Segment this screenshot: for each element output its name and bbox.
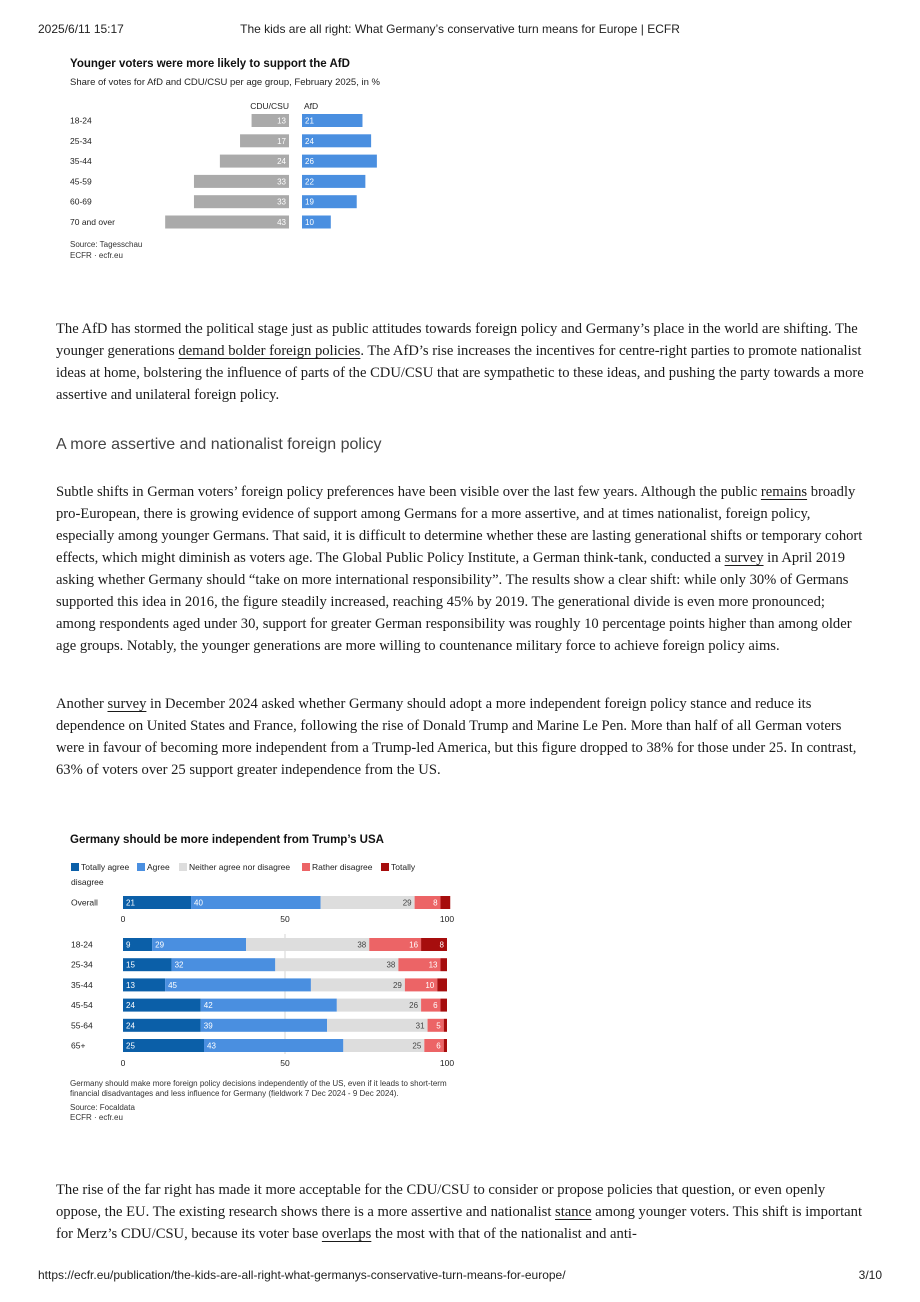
chart2-segment-value: 8	[439, 940, 444, 950]
chart2-bar-segment	[441, 896, 451, 909]
chart2-legend-swatch	[179, 863, 187, 871]
chart2-segment-value: 10	[425, 980, 435, 990]
chart2-bar-segment	[246, 938, 369, 951]
chart1-category-label: 25-34	[70, 135, 92, 146]
chart2-category-label: Overall	[71, 897, 98, 908]
chart2-segment-value: 38	[357, 940, 367, 950]
chart2-bar-segment	[165, 978, 311, 991]
chart1-value-cdu: 33	[277, 177, 286, 187]
chart2-legend-label: Rather disagree	[312, 862, 373, 872]
chart2-segment-value: 42	[203, 1001, 213, 1011]
print-page-title: The kids are all right: What Germany’s conservative turn means for Europe | ECFR	[240, 22, 680, 36]
chart2-segment-value: 29	[402, 898, 412, 908]
p4-text-b: among younger voters. This shift is important for Merz’s CDU/CSU, because its voter base	[56, 1204, 862, 1242]
chart2-category-label: 55-64	[71, 1020, 93, 1031]
chart2-segment-value: 9	[126, 940, 131, 950]
chart2-bar-segment	[424, 1039, 443, 1052]
chart2-segment-value: 45	[168, 980, 178, 990]
chart2-segment-value: 39	[203, 1021, 213, 1031]
chart2-category-label: 25-34	[71, 959, 93, 970]
chart2-tick-label: 0	[120, 914, 126, 924]
p4-text-a: The rise of the far right has made it more acceptable for the CDU/CSU to consider or propose policies that question, or even openly oppose, the EU. The existing research shows there is a more assertive and nationalist	[56, 1182, 826, 1220]
chart1-value-afd: 10	[305, 218, 314, 227]
p3-text-b: in December 2024 asked whether Germany should adopt a more independent foreign policy stance and reduce its dependence on United States and France, following the rise of Donald Trump and Marine Le Pen. More than half of all German voters were in favour of becoming more independent from a Trump-led America, but this figure dropped to 38% for those under 25. In contrast, 63% of voters over 25 support greater independence from the US.	[56, 696, 857, 778]
chart1-category-label: 60-69	[70, 196, 92, 207]
chart1-category-label: 18-24	[70, 115, 92, 126]
chart2-bar-segment	[441, 958, 447, 971]
chart2-note-line1: Germany should make more foreign policy decisions independently of the US, even if it leads to short-term	[70, 1079, 447, 1088]
chart2-tick-label: 100	[439, 1058, 455, 1068]
chart1-header-afd: AfD	[304, 101, 319, 111]
link-survey-2019[interactable]: survey	[724, 550, 764, 566]
chart2-bar-segment	[201, 1019, 327, 1032]
p1-text-b: . The AfD’s rise increases the incentives for centre-right parties to promote nationalist ideas at home, bolstering the influence of parts of the CDU/CSU that are sympathetic to these ideas, and pushing the party towards a more assertive and unilateral foreign policy.	[56, 343, 864, 403]
chart2-tick-label: 50	[280, 1058, 290, 1068]
chart2-segment-value: 29	[392, 980, 402, 990]
p2-text-b: broadly pro-European, there is growing evidence of support among Germans for a more assertive, and at times nationalist, foreign policy, especially among younger Germans. That said, it is difficult to determine whether these are lasting generational shifts or temporary cohort effects, which might diminish as voters age. The Global Public Policy Institute, a German think-tank, conducted a	[56, 484, 863, 566]
chart1-value-afd: 26	[305, 157, 314, 167]
chart2-segment-value: 8	[433, 898, 438, 908]
chart2-segment-value: 24	[126, 1021, 135, 1031]
chart2-legend-swatch	[71, 863, 79, 871]
chart2-segment-value: 15	[126, 960, 135, 970]
chart2-segment-value: 16	[409, 940, 419, 950]
chart1-title: Younger voters were more likely to support the AfD	[70, 58, 350, 70]
chart2-bar-segment	[321, 896, 415, 909]
p1-text-a: The AfD has stormed the political stage just as public attitudes towards foreign policy and Germany’s place in the world are shifting. The younger generations	[56, 321, 858, 359]
chart2-legend-label: Agree	[147, 862, 170, 872]
chart2-segment-value: 43	[207, 1041, 216, 1051]
p2-text-c: in April 2019 asking whether Germany should “take on more international responsibility”. The results show a clear shift: while only 30% of Germans supported this idea in 2016, the figure steadily increased, reaching 45% by 2019. The generational divide is even more pronounced; among respondents aged under 30, support for greater German responsibility was roughly 10 percentage points higher than among older age groups. Notably, the younger generations are more willing to countenance military force to achieve foreign policy aims.	[56, 550, 852, 654]
link-survey-2024[interactable]: survey	[107, 696, 147, 712]
link-remains[interactable]: remains	[760, 484, 808, 500]
chart2-segment-value: 25	[126, 1041, 135, 1051]
chart1-value-cdu: 17	[277, 136, 286, 146]
chart2-segment-value: 26	[409, 1001, 419, 1011]
chart1-value-afd: 21	[305, 116, 314, 126]
chart2-segment-value: 6	[433, 1001, 438, 1011]
chart2-category-label: 45-54	[71, 1000, 93, 1011]
chart1-subtitle: Share of votes for AfD and CDU/CSU per age group, February 2025, in %	[70, 77, 380, 88]
chart2-bar-segment	[444, 1019, 447, 1032]
section-heading: A more assertive and nationalist foreign policy	[56, 436, 382, 453]
chart2-segment-value: 6	[436, 1041, 441, 1051]
chart1-source: Source: Tagesschau	[70, 240, 143, 249]
chart2-segment-value: 5	[436, 1021, 441, 1031]
chart2-category-label: 35-44	[71, 979, 93, 990]
p4-text-c: the most with that of the nationalist and anti-	[371, 1226, 637, 1242]
chart2-credit: ECFR · ecfr.eu	[70, 1113, 123, 1122]
chart2-bar-segment	[441, 999, 447, 1012]
p2-text-a: Subtle shifts in German voters’ foreign policy preferences have been visible over the last few years. Although the public	[56, 484, 761, 500]
chart2-segment-value: 24	[126, 1001, 135, 1011]
chart2-legend-label: disagree	[71, 877, 104, 887]
chart2-category-label: 65+	[71, 1040, 86, 1051]
paragraph-4	[56, 1179, 866, 1245]
chart2-bar-segment	[201, 999, 337, 1012]
chart1-value-afd: 19	[305, 197, 314, 207]
chart1-category-label: 45-59	[70, 176, 92, 187]
chart2-bar-segment	[311, 978, 405, 991]
chart2-bar-segment	[152, 938, 246, 951]
chart2-tick-label: 100	[439, 914, 455, 924]
chart1-category-label: 35-44	[70, 156, 92, 167]
chart2-bar-segment	[275, 958, 398, 971]
chart2-segment-value: 32	[174, 960, 184, 970]
chart2-bar-segment	[437, 978, 447, 991]
chart2-segment-value: 31	[415, 1021, 425, 1031]
chart1-credit: ECFR · ecfr.eu	[70, 251, 123, 260]
chart2-bar-segment	[172, 958, 276, 971]
chart2-title: Germany should be more independent from Trump’s USA	[70, 834, 384, 846]
chart2-bar-segment	[204, 1039, 343, 1052]
print-footer	[38, 1268, 882, 1284]
chart2-legend-label: Neither agree nor disagree	[189, 862, 291, 872]
chart2-source: Source: Focaldata	[70, 1103, 135, 1112]
chart2-bar-segment	[444, 1039, 447, 1052]
page-number: 3/10	[858, 1268, 882, 1282]
p3-text-a: Another	[56, 696, 108, 712]
chart2-note-line2: financial disadvantages and less influence for Germany (fieldwork 7 Dec 2024 - 9 Dec 2024).	[70, 1089, 399, 1098]
chart2-legend-swatch	[302, 863, 310, 871]
print-datetime: 2025/6/11 15:17	[38, 22, 124, 36]
chart1-value-afd: 24	[305, 136, 314, 146]
chart1-header-cdu: CDU/CSU	[250, 101, 289, 111]
chart2-segment-value: 21	[126, 898, 135, 908]
chart2-tick-label: 50	[280, 914, 290, 924]
chart2-tick-label: 0	[120, 1058, 126, 1068]
chart2-segment-value: 29	[155, 940, 165, 950]
chart2-segment-value: 13	[126, 980, 135, 990]
chart2-legend-swatch	[137, 863, 145, 871]
chart2-legend-label: Totally	[391, 862, 416, 872]
chart2-bar-segment	[327, 1019, 427, 1032]
chart2-bar-segment	[123, 1039, 204, 1052]
print-url: https://ecfr.eu/publication/the-kids-are-all-right-what-germanys-conservative-turn-means-for-europe/	[38, 1268, 566, 1282]
chart1-value-cdu: 24	[277, 157, 286, 167]
link-stance[interactable]: stance	[555, 1204, 592, 1220]
chart1-value-cdu: 33	[277, 197, 286, 207]
chart2-segment-value: 40	[194, 898, 203, 908]
chart2-segment-value: 25	[412, 1041, 422, 1051]
chart1-value-cdu: 13	[277, 116, 286, 126]
chart2-segment-value: 13	[428, 960, 438, 970]
link-demand-bolder-foreign-policies[interactable]: demand bolder foreign policies	[178, 343, 361, 359]
chart2-bar-segment	[421, 999, 440, 1012]
chart2-bar-segment	[191, 896, 321, 909]
chart1-value-cdu: 43	[277, 218, 286, 227]
chart2-legend-label: Totally agree	[81, 862, 130, 872]
chart1-category-label: 70 and over	[70, 217, 115, 227]
link-overlaps[interactable]: overlaps	[321, 1226, 372, 1242]
chart2-legend-swatch	[381, 863, 389, 871]
chart2-segment-value: 38	[386, 960, 396, 970]
chart2-category-label: 18-24	[71, 939, 93, 950]
chart1-value-afd: 22	[305, 177, 314, 187]
